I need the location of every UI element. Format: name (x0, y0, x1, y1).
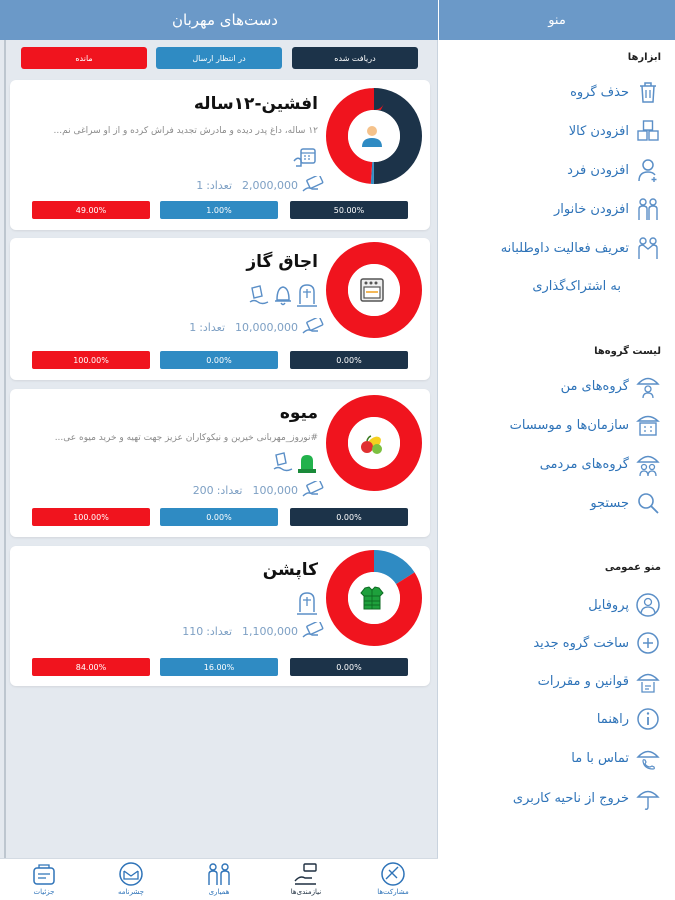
flood-icon (248, 282, 270, 308)
page-title: دست‌های مهربان (172, 11, 278, 29)
search-icon (635, 490, 661, 516)
my-groups-icon (635, 373, 661, 399)
side-menu (439, 0, 675, 900)
profile-icon (635, 592, 661, 618)
section-tools-title: ابزارها (627, 52, 661, 63)
bar-received: 0.00% (290, 508, 408, 526)
bar-waiting: 16.00% (160, 658, 278, 676)
card-meta (189, 318, 324, 336)
menu-item-define-volunteer[interactable] (501, 234, 661, 262)
menu-label: سازمان‌ها و موسسات (509, 417, 629, 433)
legend-received: دریافت شده (292, 47, 418, 69)
logout-icon (635, 785, 661, 811)
menu-item-logout[interactable] (513, 784, 661, 812)
need-card-jacket[interactable] (10, 546, 430, 686)
menu-title: منو (548, 12, 566, 28)
add-person-icon (635, 157, 661, 183)
menu-item-organizations[interactable] (510, 411, 661, 439)
need-card-afshin[interactable] (10, 80, 430, 230)
trash-icon (635, 79, 661, 105)
menu-label: به اشتراک‌گذاری (532, 278, 621, 294)
card-amount: 100,000 (252, 483, 298, 497)
menu-item-delete-group[interactable] (570, 78, 661, 106)
bottom-nav (0, 858, 438, 900)
bar-received: 0.00% (290, 351, 408, 369)
money-hand-icon (302, 176, 324, 194)
bar-received: 0.00% (290, 658, 408, 676)
menu-header (439, 0, 675, 40)
card-amount: 1,100,000 (242, 624, 298, 638)
jacket-icon (358, 584, 386, 612)
siren-icon (296, 449, 318, 475)
bar-remaining: 100.00% (32, 351, 150, 369)
details-icon (31, 861, 57, 887)
menu-item-share[interactable] (532, 272, 661, 300)
menu-label: تعریف فعالیت داوطلبانه (500, 240, 629, 256)
bar-remaining: 49.00% (32, 201, 150, 219)
card-description: #نوروز_مهربانی خیرین و نیکوکاران عزیز جهت تهیه و خرید میوه عی... (54, 433, 318, 443)
need-card-gas-stove[interactable] (10, 238, 430, 380)
menu-label: جستجو (590, 495, 629, 511)
menu-label: تماس با ما (571, 750, 629, 766)
section-general-title: منو عمومی (604, 562, 661, 573)
menu-item-add-goods[interactable] (569, 117, 661, 145)
menu-item-rules[interactable] (538, 667, 661, 695)
stove-icon (358, 276, 386, 304)
menu-label: گروه‌های من (560, 378, 629, 394)
menu-label: حذف گروه (570, 84, 629, 100)
card-count: 1 (189, 320, 197, 334)
nav-mail[interactable] (101, 861, 161, 900)
card-count: 110 (182, 624, 204, 638)
card-meta (193, 481, 324, 499)
main-header (0, 0, 438, 40)
card-count-label: تعداد: (216, 483, 243, 497)
card-amount: 10,000,000 (235, 320, 298, 334)
tombstone-icon (296, 590, 318, 616)
contact-icon (635, 745, 661, 771)
bar-waiting: 0.00% (160, 351, 278, 369)
participation-icon (380, 861, 406, 887)
card-count-label: تعداد: (206, 624, 233, 638)
need-card-fruit[interactable] (10, 389, 430, 537)
bar-received: 50.00% (290, 201, 408, 219)
card-title: اجاق گاز (246, 252, 318, 272)
menu-label: افزودن کالا (568, 123, 629, 139)
card-title: کاپشن (262, 560, 318, 580)
people-icon (205, 861, 233, 887)
boxes-icon (635, 118, 661, 144)
menu-label: گروه‌های مردمی (539, 456, 629, 472)
card-count-label: تعداد: (199, 320, 226, 334)
menu-label: خروج از ناحیه کاربری (512, 790, 629, 806)
bar-waiting: 1.00% (160, 201, 278, 219)
menu-item-create-group[interactable] (533, 629, 661, 657)
money-hand-icon (302, 481, 324, 499)
organizations-icon (635, 412, 661, 438)
card-description: ۱۲ ساله، داغ پدر دیده و مادرش تجدید فراش کرده و از او سراغی نم... (53, 126, 318, 136)
menu-label: پروفایل (588, 597, 629, 613)
menu-item-profile[interactable] (588, 591, 661, 619)
nav-label: مشارکت‌ها (377, 888, 409, 896)
bar-waiting: 0.00% (160, 508, 278, 526)
menu-label: راهنما (596, 711, 629, 727)
legend-waiting: در انتظار ارسال (156, 47, 282, 69)
info-icon (635, 706, 661, 732)
tombstone-icon (296, 282, 318, 308)
nav-label: چشرنامه (117, 888, 145, 896)
status-legend (21, 47, 418, 69)
person-icon (358, 122, 386, 150)
menu-label: افزودن خانوار (554, 201, 629, 217)
bar-remaining: 100.00% (32, 508, 150, 526)
nav-details[interactable] (14, 861, 74, 900)
menu-label: افزودن فرد (567, 162, 629, 178)
flood-icon (272, 449, 294, 475)
nav-participation[interactable] (363, 861, 423, 900)
scroll-rail (4, 40, 6, 860)
nav-needs[interactable] (276, 861, 336, 900)
nav-label: جزئیات (33, 888, 55, 896)
card-count-label: تعداد: (206, 178, 233, 192)
bell-icon (272, 282, 294, 308)
menu-label: ساخت گروه جدید (533, 635, 629, 651)
family-icon (635, 196, 661, 222)
money-hand-icon (302, 622, 324, 640)
nav-cooperation[interactable] (189, 861, 249, 900)
menu-item-guide[interactable] (597, 705, 661, 733)
section-groups-title: لیست گروه‌ها (594, 346, 661, 357)
public-groups-icon (635, 451, 661, 477)
card-count: 1 (196, 178, 204, 192)
card-meta (196, 176, 324, 194)
menu-item-add-household[interactable] (554, 195, 661, 223)
mail-icon (118, 861, 144, 887)
card-meta (182, 622, 324, 640)
plus-circle-icon (635, 630, 661, 656)
nav-label: همیاری (208, 888, 230, 896)
legend-remaining: مانده (21, 47, 147, 69)
money-hand-icon (302, 318, 324, 336)
menu-label: قوانین و مقررات (537, 673, 629, 689)
bar-remaining: 84.00% (32, 658, 150, 676)
menu-item-my-groups[interactable] (561, 372, 661, 400)
card-title: میوه (279, 403, 318, 423)
calendar-hand-icon (292, 144, 318, 170)
menu-item-public-groups[interactable] (540, 450, 661, 478)
menu-item-search[interactable] (590, 489, 661, 517)
menu-item-add-person[interactable] (567, 156, 661, 184)
rules-icon (635, 668, 661, 694)
needs-icon (292, 861, 320, 887)
nav-label: نیازمندی‌ها (290, 888, 322, 896)
card-amount: 2,000,000 (242, 178, 298, 192)
fruit-icon (358, 429, 386, 457)
card-count: 200 (192, 483, 214, 497)
menu-item-contact[interactable] (571, 744, 661, 772)
volunteer-icon (635, 235, 661, 261)
card-title: افشین-۱۲ساله (193, 94, 318, 114)
